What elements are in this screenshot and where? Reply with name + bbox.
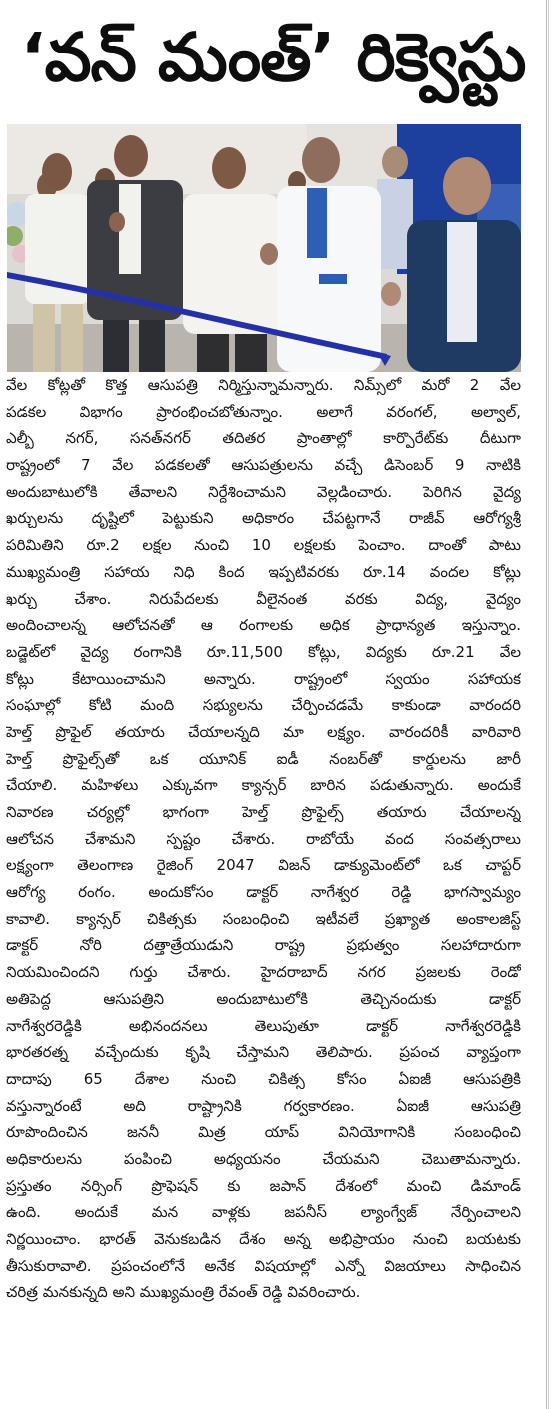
- article-line: తీసుకురావాలి. ప్రపంచంలోనే అనేక విషయాల్లో ఎన్నో విజయాలు సాధించిన: [6, 1256, 521, 1275]
- article-line: ప్రస్తుతం నర్సింగ్ ప్రొఫెషన్ కు జపాన్ దేశంలో మంచి డిమాండ్: [6, 1176, 521, 1195]
- article-line: సంఘాల్లో కోటి మంది సభ్యులను చేర్పించడమే కాకుండా వారందరి: [6, 696, 521, 715]
- page-edge-rule: [548, 0, 549, 1409]
- article-line: పడకల విభాగం ప్రారంభించబోతున్నాం. అలాగే వరంగల్, అల్వాల్,: [6, 402, 521, 421]
- article-line: బడ్జెట్‌లో వైద్య రంగానికి రూ.11,500 కోట్లు, విద్యకు రూ.21 వేల: [6, 642, 521, 661]
- article-line: ఖర్చు చేశాం. నిరుపేదలకు వీలైనంత వరకు విద్య, వైద్యం: [6, 589, 521, 608]
- article-line: లక్ష్యంగా తెలంగాణ రైజింగ్ 2047 విజన్ డాక్యుమెంట్‌లో ఒక చాప్టర్: [6, 856, 521, 875]
- ribbon-cutting-photo: [7, 124, 521, 372]
- article-line: ఉంది. అందుకే మన వాళ్లకు జపనీస్ ల్యాంగ్వేజ్ నేర్పించాలని: [6, 1203, 521, 1222]
- article-line: ముఖ్యమంత్రి సహాయ నిధి కింద ఇప్పటివరకు రూ.14 వందల కోట్లు: [6, 562, 521, 581]
- article-line: నిర్ణయించాం. భారత్ వెనుకబడిన దేశం అన్న అభిప్రాయం నుంచి బయటకు: [6, 1230, 521, 1248]
- article-line: నాగేశ్వరరెడ్డికి అభినందనలు తెలుపుతూ డాక్టర్ నాగేశ్వరరెడ్డికి: [6, 1016, 521, 1035]
- article-line: ఆలోచన చేశామని స్పష్టం చేశారు. రాబోయే వంద సంవత్సరాలు: [6, 829, 521, 848]
- article-line: కావాలి. క్యాన్సర్ చికిత్సకు సంబంధించి ఇటీవలే ప్రఖ్యాత అంకాలజిస్ట్: [6, 909, 521, 928]
- column-divider: [546, 0, 547, 1409]
- article-line: పరిమితిని రూ.2 లక్షల నుంచి 10 లక్షలకు పెంచాం. దాంతో పాటు: [6, 536, 521, 555]
- headline: ‘వన్ మంత్’ రిక్వెస్టు: [20, 19, 526, 96]
- article-line: అందుబాటులోకి తేవాలని నిర్దేశించామని వెల్లడించారు. పెరిగిన వైద్య: [6, 482, 521, 501]
- article-line: నివారణ చర్యల్లో భాగంగా హెల్త్ ప్రొఫైల్స్ తయారు చేయాలన్న: [6, 803, 521, 821]
- article-line: అధికారులను పంపించి అధ్యయనం చేయమని చెబుతామన్నారు.: [6, 1149, 521, 1168]
- article-line: వేల కోట్లతో కొత్త ఆసుపత్రి నిర్మిస్తున్నామన్నారు. నిమ్స్‌లో మరో 2 వేల: [6, 376, 521, 394]
- article-line: కోట్లు కేటాయించామని అన్నారు. రాష్ట్రంలో స్వయం సహాయక: [6, 669, 521, 688]
- article-line: దాదాపు 65 దేశాల నుంచి చికిత్స కోసం ఏఐజీ ఆసుపత్రికి: [6, 1069, 521, 1088]
- news-photo: [7, 124, 521, 372]
- article-line: చరిత్ర మనకున్నది అని ముఖ్యమంత్రి రేవంత్ రెడ్డి వివరించారు.: [6, 1283, 361, 1302]
- article-line: నియమించిందని గుర్తు చేశారు. హైదరాబాద్ నగర ప్రజలకు రెండో: [6, 963, 521, 982]
- article-line: వస్తున్నారంటే అది రాష్ట్రానికి గర్వకారణం. ఏఐజీ ఆసుపత్రి: [6, 1096, 521, 1115]
- article-line: డాక్టర్ నోరి దత్తాత్రేయుడుని రాష్ట్ర ప్రభుత్వం సలహాదారుగా: [6, 936, 521, 955]
- article-line: భారతరత్న వచ్చేందుకు కృషి చేస్తామని తెలిపారు. ప్రపంచ వ్యాప్తంగా: [6, 1043, 521, 1062]
- article-line: రాష్ట్రంలో 7 వేల పడకలతో ఆసుపత్రులను వచ్చే డిసెంబర్ 9 నాటికి: [6, 456, 521, 475]
- article-line: ఖర్చులను దృష్టిలో పెట్టుకుని అధికారం చేపట్టగానే రాజీవ్ ఆరోగ్యశ్రీ: [6, 509, 521, 528]
- article-body: [6, 372, 521, 1306]
- article-line: హెల్త్ ప్రొఫైల్స్‌తో ఒక యూనిక్ ఐడీ నంబర్‌తో కార్డులను జారీ: [6, 749, 521, 768]
- article-line: హెల్త్ ప్రొఫైల్ తయారు చేయాలన్నది మా లక్ష్యం. వారందరికీ వారివారి: [6, 722, 521, 741]
- article-line: అందించాలన్న ఆలోచనతో ఆ రంగాలకు అధిక ప్రాధాన్యత ఇస్తున్నాం.: [6, 616, 521, 635]
- article-line: అతిపెద్ద ఆసుపత్రిని అందుబాటులోకి తెచ్చినందుకు డాక్టర్: [6, 989, 521, 1008]
- article-line: రూపొందించిన జననీ మిత్ర యాప్ వినియోగానికి సంబంధించి: [6, 1123, 521, 1142]
- article-line: చేయాలి. మహిళలు ఎక్కువగా క్యాన్సర్ బారిన పడుతున్నారు. అందుకే: [6, 776, 521, 795]
- article-line: ఆరోగ్య రంగం. అందుకోసం డాక్టర్ నాగేశ్వర రెడ్డి భాగస్వామ్యం: [6, 883, 521, 902]
- article-line: ఎల్బీ నగర్, సనత్‌నగర్ తదితర ప్రాంతాల్లో కార్పొరేట్‌కు దీటుగా: [6, 429, 521, 448]
